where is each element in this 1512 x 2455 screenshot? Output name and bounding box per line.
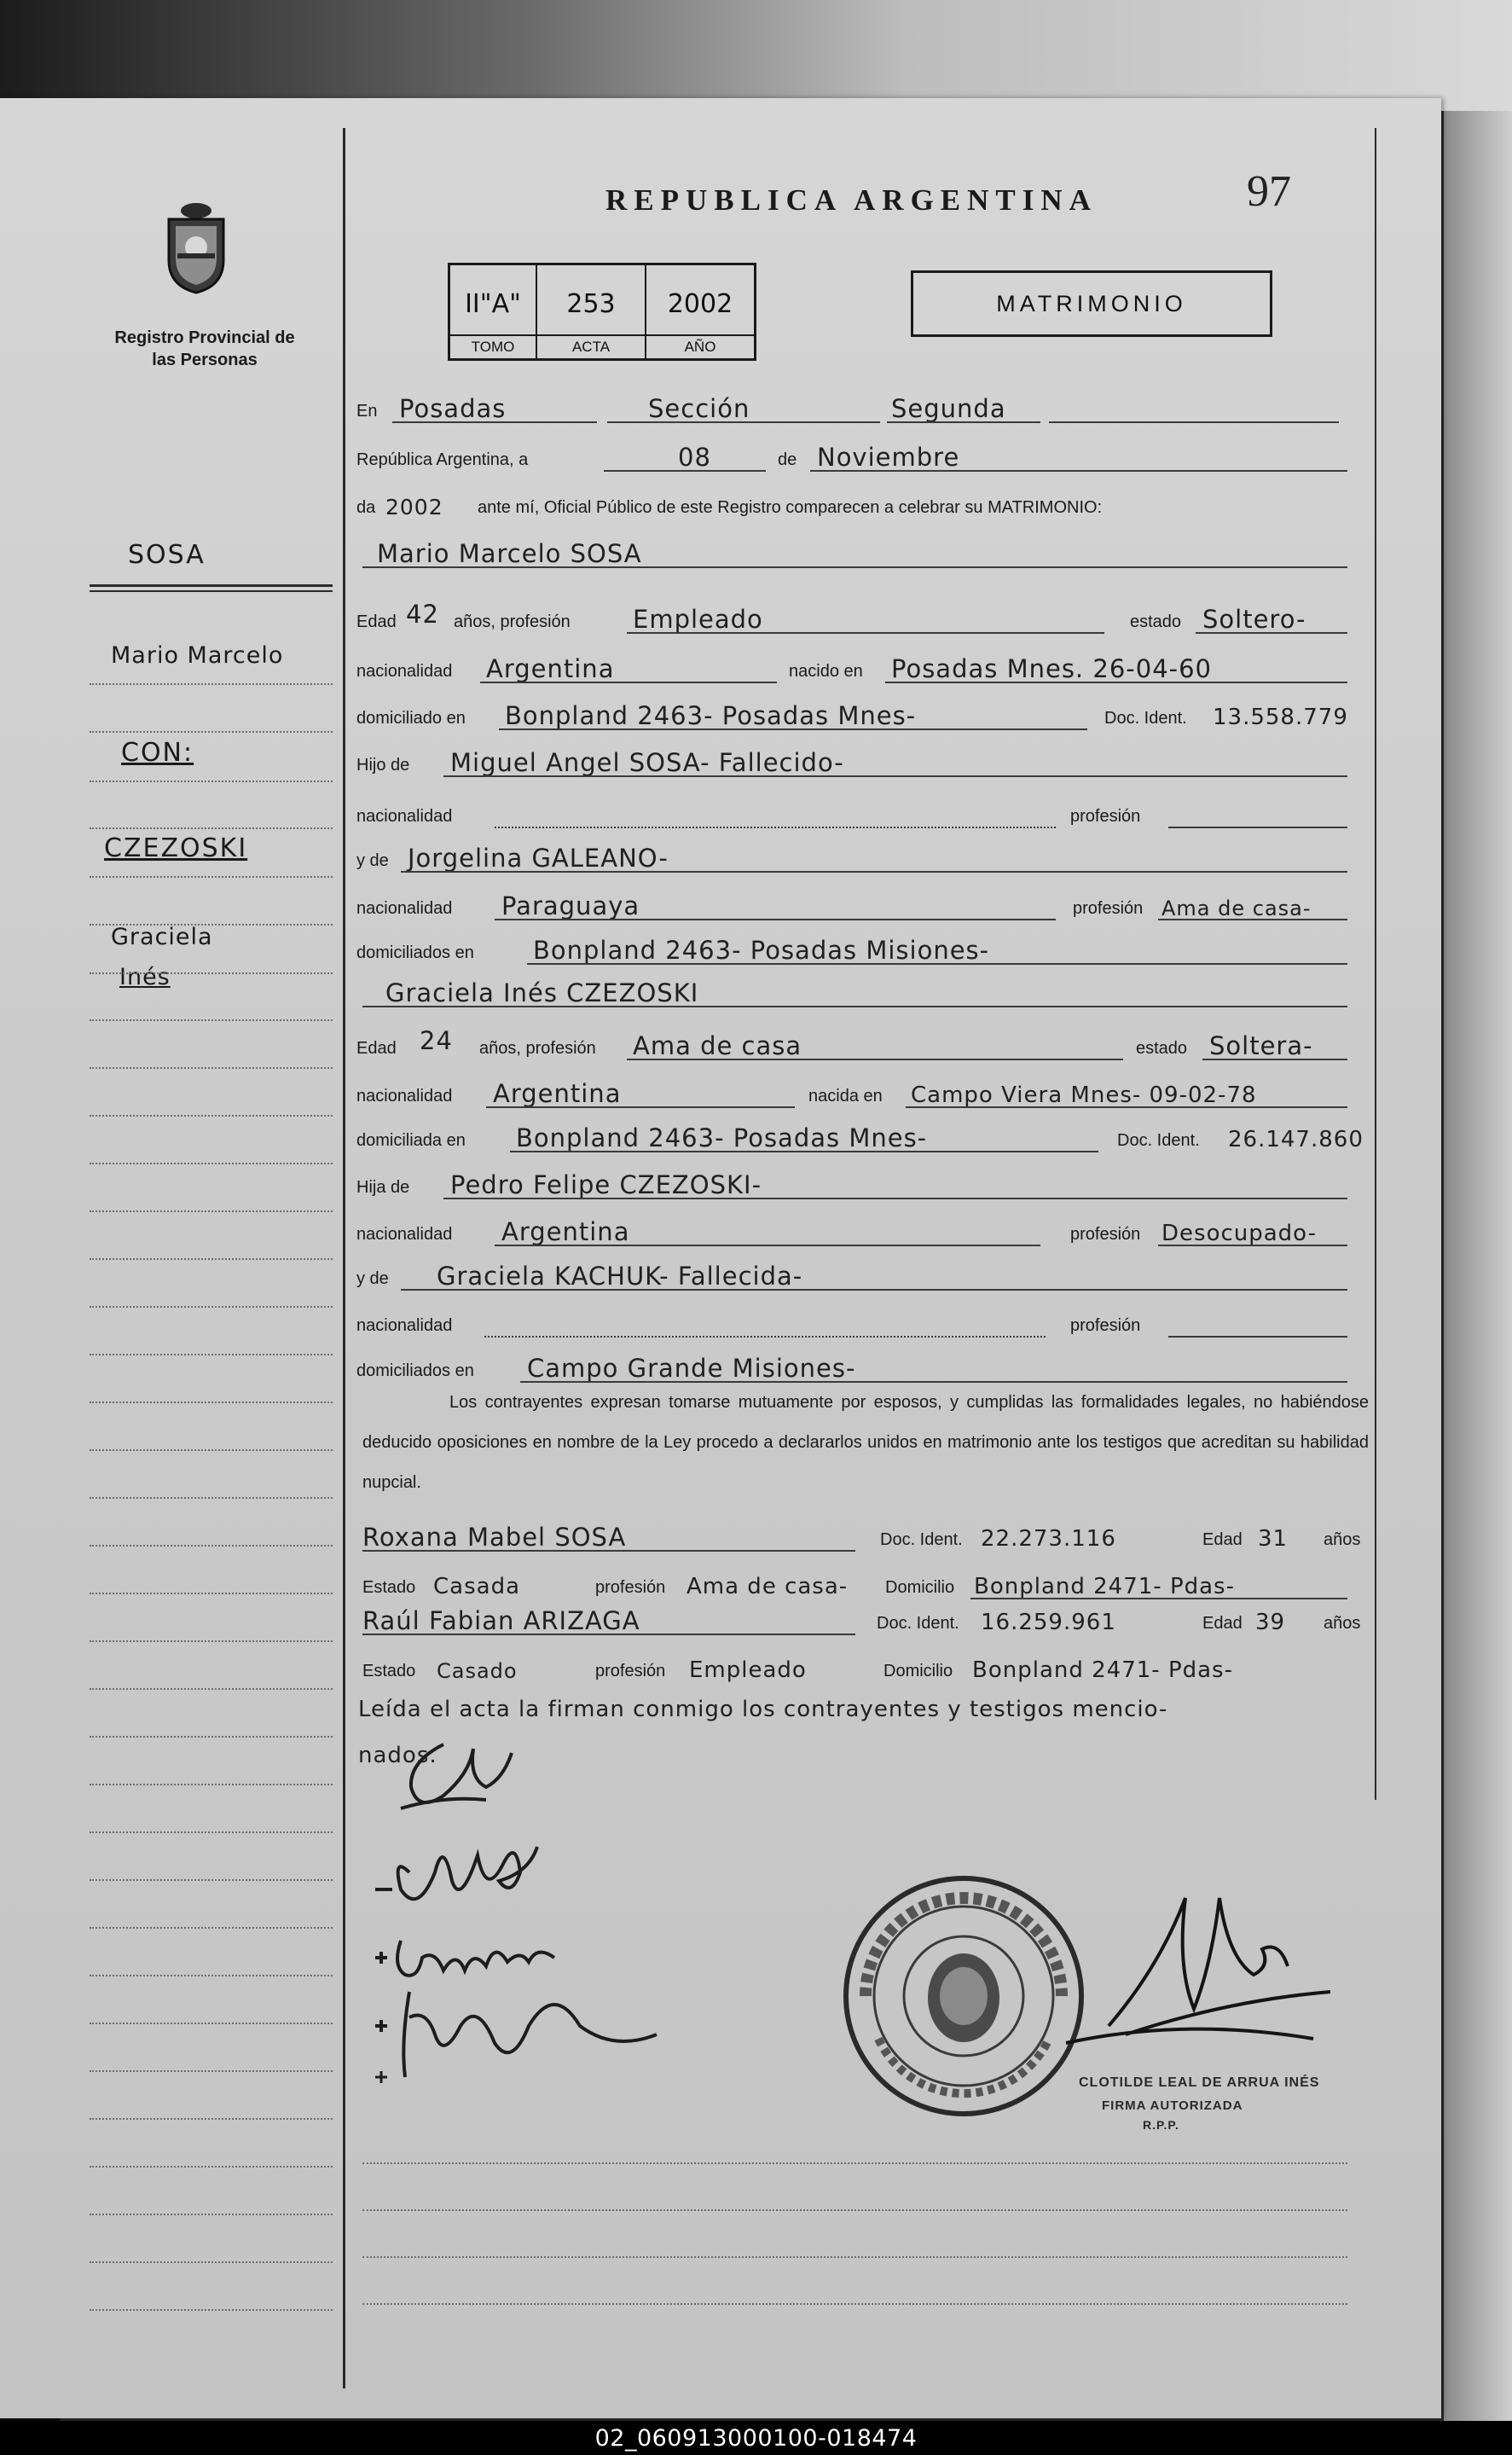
acta-cell xyxy=(537,265,646,358)
row-bride-mother-details xyxy=(0,1298,1441,1341)
margin-rule xyxy=(90,2166,333,2168)
witness2-age: 39 xyxy=(1255,1610,1286,1635)
underline xyxy=(495,827,1056,828)
witness1-age: 31 xyxy=(1258,1526,1289,1552)
nacida-label: nacida en xyxy=(808,1087,883,1106)
section-no-value: Segunda xyxy=(891,394,1006,423)
row-bride-father-details xyxy=(0,1207,1441,1250)
underline xyxy=(401,871,1347,873)
underline xyxy=(486,1106,795,1108)
profesion-label: profesión xyxy=(1070,807,1141,826)
groom-civil-status: Soltero- xyxy=(1202,605,1306,634)
witness1-profession: Ama de casa- xyxy=(686,1574,849,1599)
row-bride-mother xyxy=(0,1251,1441,1294)
row-witness2-details xyxy=(0,1644,1441,1686)
domiciliada-label: domiciliada en xyxy=(356,1131,466,1150)
underline xyxy=(392,421,597,423)
hija-label: Hija de xyxy=(356,1178,410,1197)
tomo-value: II"A" xyxy=(465,289,521,319)
margin-rule xyxy=(90,1927,333,1929)
doc-label: Doc. Ident. xyxy=(1117,1131,1200,1150)
groom-parents-address: Bonpland 2463- Posadas Misiones- xyxy=(533,936,990,965)
underline xyxy=(1202,1059,1347,1060)
year-value: 2002 xyxy=(385,495,443,519)
book-reference-box xyxy=(448,263,756,361)
statement-text: ante mí, Oficial Público de este Registro comparecen a celebrar su MATRIMONIO: xyxy=(478,498,1103,517)
row-witness2-name xyxy=(0,1596,1441,1639)
edad-label: Edad xyxy=(356,612,397,631)
margin-con: CON: xyxy=(121,738,194,768)
witness1-doc: 22.273.116 xyxy=(981,1526,1116,1552)
domicilio-label: Domicilio xyxy=(885,1578,955,1597)
nacionalidad-label: nacionalidad xyxy=(356,1087,453,1106)
registry-name: Registro Provincial de las Personas xyxy=(114,328,295,369)
domiciliados-label: domiciliados en xyxy=(356,943,474,962)
margin-rule xyxy=(90,1640,333,1642)
underline xyxy=(362,566,1347,568)
underline xyxy=(627,632,1104,634)
day-value: 08 xyxy=(678,443,711,472)
margin-rule xyxy=(90,1449,333,1451)
tomo-cell xyxy=(450,265,537,358)
officer-name: CLOTILDE LEAL DE ARRUA INÉS xyxy=(1079,2075,1320,2090)
profesion-label: profesión xyxy=(1070,1316,1141,1335)
witness2-civil-status: Casado xyxy=(437,1659,518,1683)
coat-of-arms-icon xyxy=(162,200,230,294)
witness2-name: Raúl Fabian ARIZAGA xyxy=(362,1606,640,1635)
acta-label: ACTA xyxy=(537,334,645,358)
underline xyxy=(1196,632,1347,634)
anos-profesion-label: años, profesión xyxy=(479,1039,596,1058)
margin-rule xyxy=(90,590,333,592)
underline xyxy=(484,1336,1046,1338)
bride-birth: Campo Viera Mnes- 09-02-78 xyxy=(911,1082,1257,1108)
underline xyxy=(887,421,1040,423)
nacionalidad-label: nacionalidad xyxy=(356,899,453,918)
ano-cell xyxy=(646,265,754,358)
background-top xyxy=(0,0,1512,111)
row-bride-name xyxy=(0,968,1441,1011)
bride-age: 24 xyxy=(420,1026,453,1055)
row-groom-parents-address xyxy=(0,926,1441,968)
estado-label: Estado xyxy=(362,1662,416,1680)
row-groom-name xyxy=(0,529,1441,572)
row-date xyxy=(0,432,1441,475)
margin-rule xyxy=(90,1879,333,1881)
closing-line-2: nados. xyxy=(358,1743,437,1768)
ruled-line xyxy=(362,2209,1347,2211)
bride-mother: Graciela KACHUK- Fallecida- xyxy=(437,1262,803,1291)
ruled-line xyxy=(362,2303,1347,2305)
underline xyxy=(1158,1245,1347,1246)
row-bride-father xyxy=(0,1160,1441,1203)
groom-profession: Empleado xyxy=(633,605,763,634)
ruled-line xyxy=(362,2256,1347,2258)
anos-label: años xyxy=(1324,1530,1361,1549)
margin-groom-names: Mario Marcelo xyxy=(111,642,284,669)
margin-rule xyxy=(90,2070,333,2072)
margin-bride-surname: CZEZOSKI xyxy=(104,833,248,863)
underline xyxy=(1158,919,1347,920)
margin-rule xyxy=(90,781,333,782)
da-label: da xyxy=(356,498,376,517)
row-closing-2 xyxy=(0,1729,1441,1772)
underline xyxy=(362,1550,855,1552)
doc-label: Doc. Ident. xyxy=(880,1530,963,1549)
official-seal-stamp xyxy=(840,1868,1087,2124)
row-groom-father xyxy=(0,738,1441,781)
officer-initials: R.P.P. xyxy=(1143,2118,1179,2132)
underline xyxy=(810,470,1347,472)
margin-rule xyxy=(90,2261,333,2263)
margin-groom-surname: SOSA xyxy=(128,540,206,570)
record-type-box: MATRIMONIO xyxy=(911,270,1272,337)
bride-full-name: Graciela Inés CZEZOSKI xyxy=(385,978,699,1007)
bride-address: Bonpland 2463- Posadas Mnes- xyxy=(516,1123,928,1152)
row-bride-address xyxy=(0,1113,1441,1156)
nacionalidad-label: nacionalidad xyxy=(356,662,453,681)
bride-parents-address: Campo Grande Misiones- xyxy=(527,1354,856,1383)
groom-father: Miguel Angel SOSA- Fallecido- xyxy=(450,748,844,777)
row-bride-age xyxy=(0,1021,1441,1064)
witness2-address: Bonpland 2471- Pdas- xyxy=(972,1657,1233,1683)
groom-mother-nationality: Paraguaya xyxy=(501,891,640,920)
image-caption: 02_060913000100-018474 xyxy=(594,2425,918,2452)
nacionalidad-label: nacionalidad xyxy=(356,1225,453,1244)
bride-doc: 26.147.860 xyxy=(1228,1127,1364,1152)
place-value: Posadas xyxy=(399,394,507,423)
margin-bride-name2: Inés xyxy=(119,964,171,990)
tomo-label: TOMO xyxy=(450,334,536,358)
groom-birth: Posadas Mnes. 26-04-60 xyxy=(891,654,1213,683)
nacionalidad-label: nacionalidad xyxy=(356,1316,453,1335)
underline xyxy=(906,1106,1347,1108)
groom-full-name: Mario Marcelo SOSA xyxy=(377,539,642,568)
estado-label: Estado xyxy=(362,1578,416,1597)
margin-rule xyxy=(90,2214,333,2215)
groom-mother: Jorgelina GALEANO- xyxy=(408,844,669,873)
row-closing-1 xyxy=(0,1683,1441,1726)
profesion-label: profesión xyxy=(1073,899,1144,918)
declaration-text: Los contrayentes expresan tomarse mutuamente por esposos, y cumplidas las formalidades legales, no habiéndose deducido oposiciones en nombre de la Ley procedo a declararlos unidos en matrimonio ante los testigos que acreditan su habilidad nupcial. xyxy=(362,1393,1369,1492)
officer-title: FIRMA AUTORIZADA xyxy=(1102,2098,1243,2113)
bride-father-profession: Desocupado- xyxy=(1162,1221,1317,1246)
page-number: 97 xyxy=(1247,167,1291,216)
groom-mother-profession: Ama de casa- xyxy=(1162,897,1312,920)
row-groom-nationality xyxy=(0,644,1441,687)
bride-nationality: Argentina xyxy=(493,1079,622,1108)
nacido-label: nacido en xyxy=(789,662,863,681)
signature-official xyxy=(1057,1864,1330,2052)
margin-rule xyxy=(90,1402,333,1403)
witness1-name: Roxana Mabel SOSA xyxy=(362,1523,627,1552)
witness1-address: Bonpland 2471- Pdas- xyxy=(974,1574,1235,1599)
en-label: En xyxy=(356,402,378,421)
underline xyxy=(495,1245,1040,1246)
closing-line-1: Leída el acta la firman conmigo los contrayentes y testigos mencio- xyxy=(358,1697,1168,1722)
underline xyxy=(885,682,1347,683)
row-bride-nationality xyxy=(0,1069,1441,1111)
witness2-profession: Empleado xyxy=(689,1657,807,1683)
groom-age: 42 xyxy=(406,600,439,629)
nacionalidad-label: nacionalidad xyxy=(356,807,453,826)
witness2-doc: 16.259.961 xyxy=(981,1610,1116,1635)
row-place xyxy=(0,384,1441,427)
ruled-line xyxy=(362,2162,1347,2164)
underline xyxy=(1168,827,1347,828)
domiciliados-label: domiciliados en xyxy=(356,1361,474,1380)
underline xyxy=(362,1006,1347,1007)
acta-value: 253 xyxy=(566,289,616,319)
margin-rule xyxy=(90,584,333,587)
signature-witness2 xyxy=(358,1975,682,2094)
profesion-label: profesión xyxy=(595,1578,666,1597)
margin-rule xyxy=(90,1975,333,1976)
estado-label: estado xyxy=(1136,1039,1188,1058)
margin-rule xyxy=(90,1497,333,1499)
row-groom-father-details xyxy=(0,789,1441,832)
groom-nationality: Argentina xyxy=(486,654,615,683)
hijo-label: Hijo de xyxy=(356,756,410,775)
edad-label: Edad xyxy=(356,1039,397,1058)
margin-bride-name1: Graciela xyxy=(111,924,213,950)
underline xyxy=(401,1289,1347,1291)
bride-father-nationality: Argentina xyxy=(501,1217,630,1246)
underline xyxy=(1049,421,1339,423)
row-groom-address xyxy=(0,691,1441,734)
doc-label: Doc. Ident. xyxy=(1104,709,1187,728)
bride-father: Pedro Felipe CZEZOSKI- xyxy=(450,1170,762,1199)
underline xyxy=(495,919,1056,920)
underline xyxy=(607,421,880,423)
margin-rule xyxy=(90,2023,333,2024)
underline xyxy=(527,963,1347,965)
bride-profession: Ama de casa xyxy=(633,1031,802,1060)
profesion-label: profesión xyxy=(595,1662,666,1680)
month-value: Noviembre xyxy=(817,443,960,472)
de-label: de xyxy=(778,450,797,469)
underline xyxy=(443,1198,1347,1199)
underline xyxy=(627,1059,1123,1060)
row-groom-mother-details xyxy=(0,881,1441,924)
edad-label: Edad xyxy=(1202,1614,1243,1633)
margin-rule xyxy=(90,876,333,878)
margin-rule xyxy=(90,1831,333,1833)
margin-rule xyxy=(90,2118,333,2120)
underline xyxy=(480,682,777,683)
signature-officer-initial xyxy=(392,1727,520,1821)
document-title: REPUBLICA ARGENTINA xyxy=(605,183,1098,217)
groom-doc: 13.558.779 xyxy=(1213,705,1348,730)
section-value: Sección xyxy=(648,394,750,423)
underline xyxy=(499,728,1087,730)
underline xyxy=(443,775,1347,777)
republica-label: República Argentina, a xyxy=(356,450,529,469)
margin-rule xyxy=(90,2309,333,2311)
domiciliado-label: domiciliado en xyxy=(356,709,466,728)
row-witness1-name xyxy=(0,1512,1441,1555)
document-page xyxy=(0,98,1441,2418)
row-groom-age xyxy=(0,595,1441,637)
background-right xyxy=(1444,111,1512,2423)
underline xyxy=(362,1634,855,1635)
signature-groom xyxy=(358,1821,580,1924)
bride-civil-status: Soltera- xyxy=(1209,1031,1313,1060)
margin-rule xyxy=(90,1784,333,1785)
ano-label: AÑO xyxy=(646,334,754,358)
underline xyxy=(510,1151,1098,1152)
row-bride-parents-address xyxy=(0,1344,1441,1386)
row-statement xyxy=(0,480,1441,523)
anos-profesion-label: años, profesión xyxy=(454,612,571,631)
doc-label: Doc. Ident. xyxy=(877,1614,959,1633)
domicilio-label: Domicilio xyxy=(883,1662,953,1680)
yde-label: y de xyxy=(356,1269,389,1288)
yde-label: y de xyxy=(356,851,389,870)
estado-label: estado xyxy=(1130,612,1182,631)
edad-label: Edad xyxy=(1202,1530,1243,1549)
underline xyxy=(1168,1336,1347,1338)
groom-address: Bonpland 2463- Posadas Mnes- xyxy=(505,701,917,730)
witness1-civil-status: Casada xyxy=(433,1574,521,1599)
ano-value: 2002 xyxy=(667,289,733,319)
profesion-label: profesión xyxy=(1070,1225,1141,1244)
row-groom-mother xyxy=(0,833,1441,876)
anos-label: años xyxy=(1324,1614,1361,1633)
